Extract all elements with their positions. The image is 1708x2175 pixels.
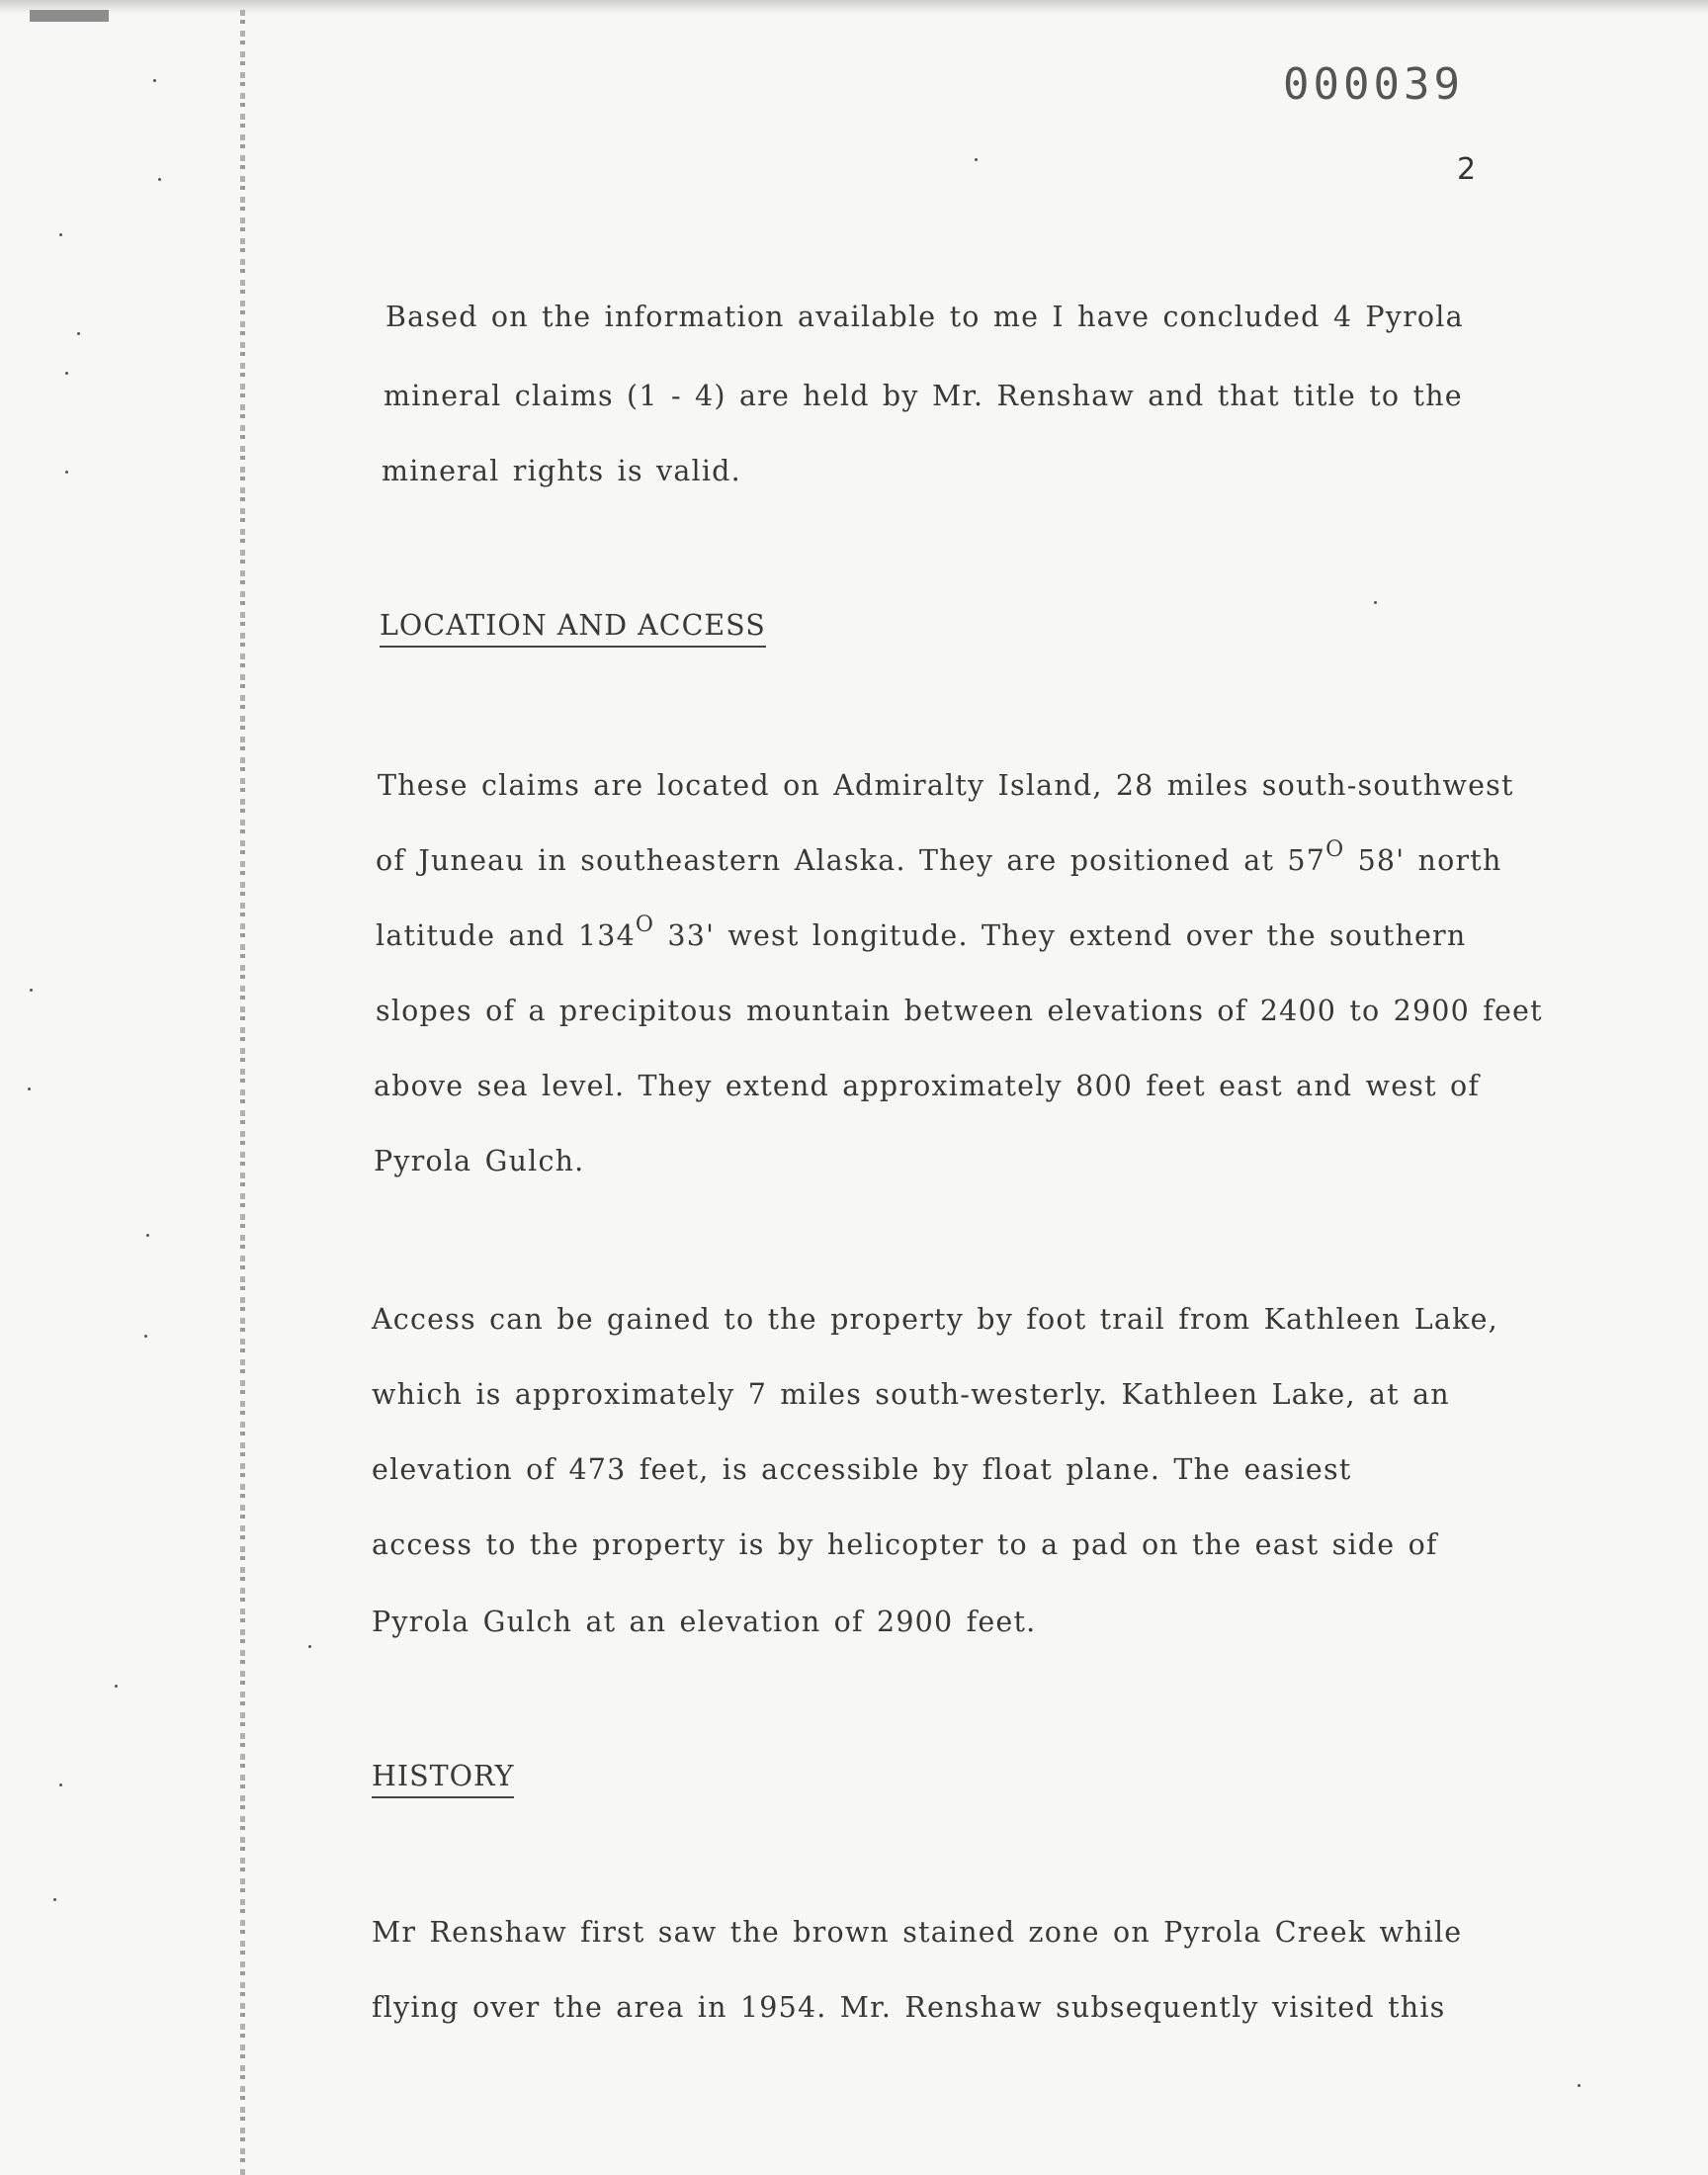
paragraph-line: Pyrola Gulch. — [374, 1145, 585, 1177]
scan-speck — [59, 233, 62, 236]
paragraph-line: Access can be gained to the property by foot trail from Kathleen Lake, — [372, 1303, 1498, 1336]
text-segment: latitude and 134 — [376, 919, 636, 952]
text-segment: of Juneau in southeastern Alaska. They are positioned at 57 — [376, 844, 1326, 877]
section-heading-location-and-access: LOCATION AND ACCESS — [380, 609, 766, 648]
paragraph-line-with-degree — [376, 913, 1467, 952]
paragraph-line: above sea level. They extend approximately 800 feet east and west of — [374, 1070, 1481, 1102]
scan-speck — [975, 158, 978, 161]
scan-speck — [1578, 2084, 1580, 2087]
section-heading-history: HISTORY — [372, 1760, 514, 1798]
scan-speck — [115, 1685, 118, 1688]
scan-speck — [59, 1784, 62, 1786]
scan-speck — [144, 1335, 147, 1338]
binding-margin-line — [240, 10, 245, 2175]
scan-speck — [308, 1645, 311, 1648]
scan-speck — [53, 1898, 56, 1901]
paragraph-line: Mr Renshaw first saw the brown stained zone on Pyrola Creek while — [372, 1916, 1463, 1949]
scan-speck — [77, 332, 80, 335]
degree-symbol: O — [635, 913, 655, 937]
scan-speck — [65, 372, 68, 375]
paragraph-line: elevation of 473 feet, is accessible by float plane. The easiest — [372, 1453, 1352, 1486]
paragraph-line-with-degree — [376, 837, 1502, 877]
paragraph-line: These claims are located on Admiralty Island, 28 miles south-southwest — [378, 769, 1514, 802]
paragraph-line: mineral rights is valid. — [382, 455, 741, 487]
scan-speck — [153, 79, 156, 82]
paragraph-line: which is approximately 7 miles south-westerly. Kathleen Lake, at an — [372, 1378, 1450, 1411]
scan-top-edge — [0, 0, 1708, 14]
text-segment: 33' west longitude. They extend over the southern — [654, 919, 1467, 952]
degree-symbol: O — [1325, 837, 1345, 862]
paragraph-line: slopes of a precipitous mountain between elevations of 2400 to 2900 feet — [376, 995, 1543, 1027]
scan-corner-mark — [30, 10, 109, 22]
scan-speck — [65, 471, 68, 474]
scan-speck — [1374, 601, 1377, 604]
paragraph-line: Pyrola Gulch at an elevation of 2900 feet. — [372, 1606, 1037, 1638]
paragraph-line: Based on the information available to me I have concluded 4 Pyrola — [385, 301, 1464, 333]
document-control-number: 000039 — [1283, 59, 1464, 110]
paragraph-line: flying over the area in 1954. Mr. Renshaw subsequently visited this — [372, 1991, 1446, 2024]
text-segment: 58' north — [1344, 844, 1502, 877]
paragraph-line: access to the property is by helicopter to a pad on the east side of — [372, 1528, 1438, 1561]
page-number: 2 — [1457, 152, 1477, 187]
scan-speck — [158, 178, 161, 181]
scan-speck — [28, 1088, 31, 1090]
paragraph-line: mineral claims (1 - 4) are held by Mr. Renshaw and that title to the — [384, 380, 1463, 412]
scan-speck — [146, 1234, 149, 1237]
scan-speck — [30, 989, 33, 992]
